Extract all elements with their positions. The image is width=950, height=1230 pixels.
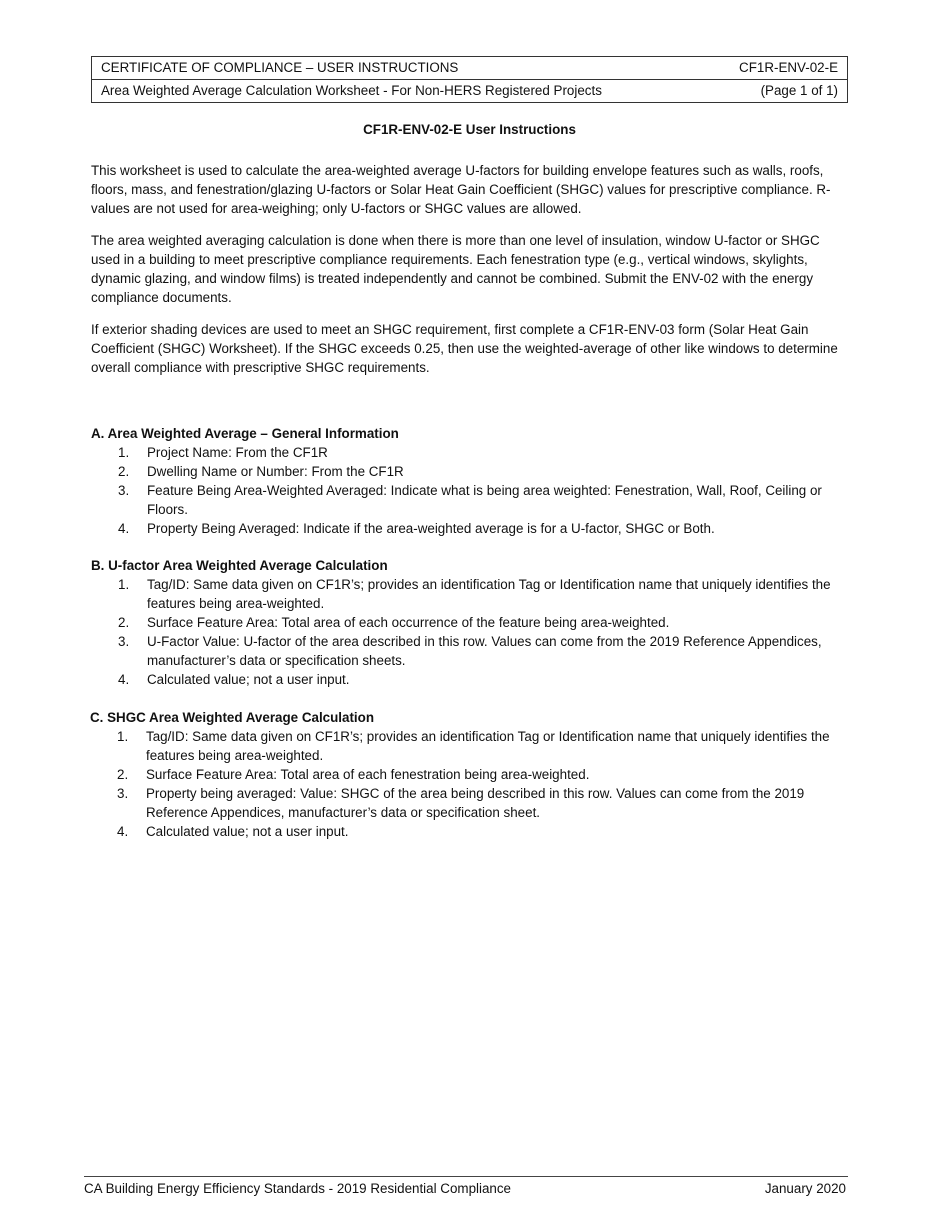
list-item	[90, 822, 848, 841]
list-item	[91, 613, 848, 632]
item-number: 1.	[118, 445, 130, 460]
item-number: 4.	[118, 521, 130, 536]
item-text: Calculated value; not a user input.	[147, 672, 350, 687]
intro-paragraph-1: This worksheet is used to calculate the area-weighted average U-factors for building envelope features such as walls, roofs, floors, mass, and fenestration/glazing U-factors or Solar Heat Gain Coefficient (SHGC) values for prescriptive compliance. R-values are not used for area-weighing; only U-factors or SHGC values are allowed.	[91, 163, 831, 216]
item-number: 1.	[118, 577, 130, 592]
section-a-heading: A. Area Weighted Average – General Information	[91, 426, 399, 441]
section-c-list	[90, 727, 848, 841]
intro-paragraph-2: The area weighted averaging calculation is done when there is more than one level of insulation, window U-factor or SHGC used in a building to meet prescriptive compliance requirements. Each fenestration type (e.g., vertical windows, skylights, dynamic glazing, and window films) is treated independently and cannot be combined. Submit the ENV-02 with the energy compliance documents.	[91, 233, 820, 305]
form-category: CERTIFICATE OF COMPLIANCE – USER INSTRUCTIONS	[92, 57, 709, 80]
document-body	[90, 161, 848, 839]
item-number: 2.	[117, 767, 129, 782]
item-number: 4.	[117, 824, 129, 839]
form-header	[91, 56, 848, 103]
footer-standard: CA Building Energy Efficiency Standards - 2019 Residential Compliance	[84, 1181, 512, 1196]
item-text: Property Being Averaged: Indicate if the area-weighted average is for a U-factor, SHGC or Both.	[147, 521, 715, 536]
item-text: Tag/ID: Same data given on CF1R’s; provides an identification Tag or Identification name that uniquely identifies the features being area-weighted.	[147, 577, 831, 611]
list-item	[91, 632, 848, 670]
section-b	[91, 556, 848, 689]
item-text: Feature Being Area-Weighted Averaged: Indicate what is being area weighted: Fenestration, Wall, Roof, Ceiling or Floors.	[147, 483, 822, 517]
list-item	[91, 575, 848, 613]
footer-date: January 2020	[764, 1181, 846, 1196]
list-item	[90, 727, 848, 765]
section-b-list	[91, 575, 848, 689]
list-item	[91, 443, 848, 462]
item-number: 3.	[118, 483, 130, 498]
header-row-1	[92, 57, 848, 80]
list-item	[91, 481, 848, 519]
list-item	[91, 670, 848, 689]
item-text: Surface Feature Area: Total area of each fenestration being area-weighted.	[146, 767, 590, 782]
list-item	[91, 462, 848, 481]
item-number: 4.	[118, 672, 130, 687]
form-id: CF1R-ENV-02-E	[708, 57, 847, 80]
item-text: Calculated value; not a user input.	[146, 824, 349, 839]
page-footer	[84, 1176, 848, 1198]
form-subtitle: Area Weighted Average Calculation Worksheet - For Non-HERS Registered Projects	[92, 80, 709, 103]
list-item	[90, 765, 848, 784]
item-text: Project Name: From the CF1R	[147, 445, 328, 460]
item-text: Tag/ID: Same data given on CF1R’s; provides an identification Tag or Identification name that uniquely identifies the features being area-weighted.	[146, 729, 830, 763]
header-row-2	[92, 80, 848, 103]
section-c	[90, 708, 848, 841]
item-text: U-Factor Value: U-factor of the area described in this row. Values can come from the 2019 Reference Appendices, manufacturer’s data or specification sheets.	[147, 634, 822, 668]
intro-paragraph-3: If exterior shading devices are used to meet an SHGC requirement, first complete a CF1R-ENV-03 form (Solar Heat Gain Coefficient (SHGC) Worksheet). If the SHGC exceeds 0.25, then use the weighted-average of other like windows to determine overall compliance with prescriptive SHGC requirements.	[91, 322, 838, 375]
list-item	[90, 784, 848, 822]
section-b-heading: B. U-factor Area Weighted Average Calculation	[91, 558, 388, 573]
item-text: Surface Feature Area: Total area of each occurrence of the feature being area-weighted.	[147, 615, 670, 630]
item-number: 3.	[118, 634, 130, 649]
section-c-heading: C. SHGC Area Weighted Average Calculation	[90, 710, 374, 725]
item-number: 1.	[117, 729, 129, 744]
section-a	[91, 424, 848, 538]
item-text: Property being averaged: Value: SHGC of the area being described in this row. Values can come from the 2019 Reference Appendices, manufacturer’s data or specification sheet.	[146, 786, 805, 820]
document-title: CF1R-ENV-02-E User Instructions	[363, 122, 576, 137]
item-number: 3.	[117, 786, 129, 801]
item-text: Dwelling Name or Number: From the CF1R	[147, 464, 404, 479]
section-a-list	[91, 443, 848, 538]
item-number: 2.	[118, 464, 130, 479]
page-indicator: (Page 1 of 1)	[708, 80, 847, 103]
list-item	[91, 519, 848, 538]
item-number: 2.	[118, 615, 130, 630]
